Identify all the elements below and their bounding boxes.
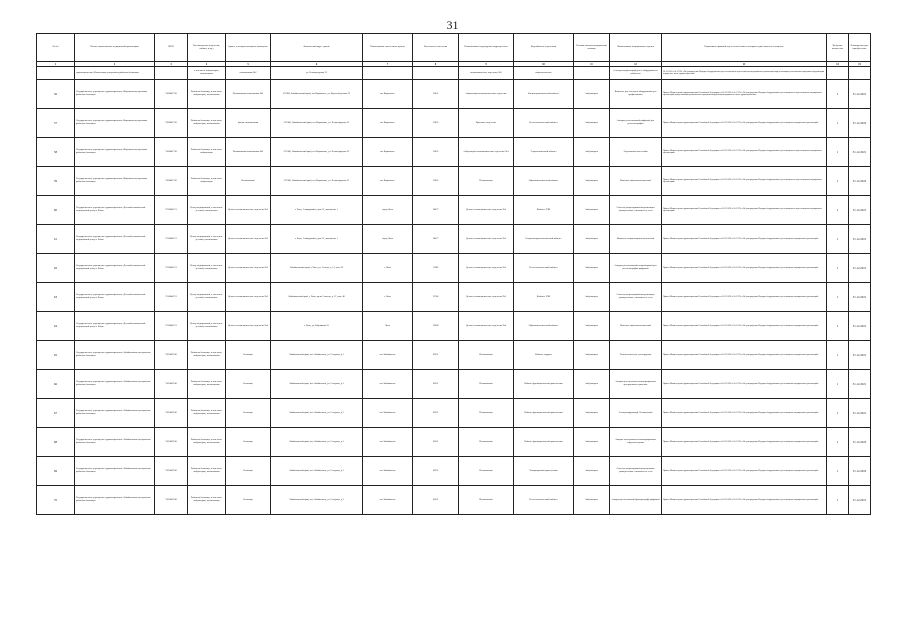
conditions-cell: Амбулаторно <box>574 109 610 138</box>
row-number: 69 <box>37 457 75 486</box>
row-number: 56 <box>37 80 75 109</box>
facility-type-cell: Районная больница, в том числе амбулатория, поликлиника <box>188 370 226 399</box>
table-body <box>37 67 871 515</box>
date-cell <box>849 67 871 80</box>
settlement-cell: пгт Карымское <box>363 138 413 167</box>
quantity-cell: 1 <box>827 196 849 225</box>
legal-act-cell: Приказ Министерства здравоохранения Российской Федерации от 28.12.2020 г. № 1379н «Об утверждении Порядка оборудованием для оснащения медицинских организаций» <box>662 486 827 515</box>
organization-name-cell: Государственное учреждение здравоохранения «Карымская центральная районная больница» <box>75 167 155 196</box>
address-cell: ул. Ленинградская 22 <box>271 67 363 80</box>
quantity-cell: 1 <box>827 167 849 196</box>
date-cell: 31.12.2021 <box>849 399 871 428</box>
inn-cell: 7505003910 <box>155 399 188 428</box>
column-number: 14 <box>827 62 849 67</box>
address-cell: Забайкальский край, г. Чита, пр-кт Советов, д. 17, пом. 48 <box>271 283 363 312</box>
legal-act-cell: Приказ Министерства здравоохранения Российской Федерации от 28.12.2020 г. № 1379н «Об утверждении Порядка оборудованием для оснащения медицинских организаций» <box>662 370 827 399</box>
settlement-cell: пгт Карымское <box>363 80 413 109</box>
organization-name-cell: Государственное учреждение здравоохранения «Забайкальская центральная районная больница» <box>75 399 155 428</box>
organization-name-cell: Государственное учреждение здравоохранения «Детский клинический медицинский центр г. Читы» <box>75 283 155 312</box>
organization-name-cell: Государственное учреждение здравоохранения «Детский клинический медицинский центр г. Читы» <box>75 254 155 283</box>
organization-name-cell: Государственное учреждение здравоохранения «Карымская центральная районная больница» <box>75 138 155 167</box>
organization-name-cell: Государственное учреждение здравоохранения «Детский клинический медицинский центр г. Читы» <box>75 225 155 254</box>
column-header: Тип помещения (отделение, кабинет и пр.) <box>188 34 226 62</box>
address-cell: Забайкальский край, пгт. Забайкальск, ул. Северная, д.1 <box>271 399 363 428</box>
facility-type-cell: Центр медицинский, в том числе детский, поликлиника <box>188 312 226 341</box>
table-row <box>37 283 871 312</box>
facility-type-cell: Районная больница, в том числе амбулатория <box>188 167 226 196</box>
date-cell: 31.12.2022 <box>849 457 871 486</box>
inn-cell: 7505003910 <box>155 370 188 399</box>
conditions-cell: Амбулаторно <box>574 341 610 370</box>
row-number: 64 <box>37 312 75 341</box>
population-cell: 12835 <box>413 109 459 138</box>
quantity-cell: 1 <box>827 283 849 312</box>
facility-type-cell: в том числе амбулатория, поликлиника <box>188 67 226 80</box>
table-row <box>37 80 871 109</box>
legal-act-cell: Приказ Министерства здравоохранения Российской Федерации от 28.12.2020 г. № 1379н «Об утверждении Порядка оборудованием для оснащения и переоснащения медицинских организаций» <box>662 138 827 167</box>
legal-act-cell: Приказ Министерства здравоохранения Российской Федерации от 28.12.2020 г. № 1379н «Об утверждении Порядка оборудованием для оснащения медицинских организаций» <box>662 457 827 486</box>
table-row <box>37 109 871 138</box>
population-cell: 10231 <box>413 399 459 428</box>
date-cell: 31.12.2021 <box>849 341 871 370</box>
inn-cell: 7536040751 <box>155 196 188 225</box>
unit-cell: Детское поликлиническое отделение №3 <box>459 196 514 225</box>
settlement-cell: Чита <box>363 312 413 341</box>
settlement-cell: пгт Забайкальск <box>363 399 413 428</box>
table-row <box>37 196 871 225</box>
device-cell: Комплекс оториноларингологический <box>610 225 662 254</box>
population-cell: 12835 <box>413 138 459 167</box>
address-cell: г. Чита, 1 микрорайон, дом 22, помещение 1 <box>271 225 363 254</box>
table-row <box>37 428 871 457</box>
table-row <box>37 370 871 399</box>
row-number: 62 <box>37 254 75 283</box>
organization-name-cell: здравоохранения «Ключевская центральная районная больница» <box>75 67 155 80</box>
inn-cell: 7508001750 <box>155 109 188 138</box>
row-number: 59 <box>37 167 75 196</box>
conditions-cell: Амбулаторно <box>574 486 610 515</box>
settlement-cell: г. Чита <box>363 254 413 283</box>
conditions-cell: Амбулаторно <box>574 370 610 399</box>
organization-name-cell: Государственное учреждение здравоохранения «Карымская центральная районная больница» <box>75 109 155 138</box>
facility-type-cell: Центр медицинский, в том числе детский, поликлиника <box>188 225 226 254</box>
row-number: 68 <box>37 428 75 457</box>
building-cell: Больница <box>226 341 271 370</box>
equipment-table <box>36 33 871 515</box>
inn-cell: 7536040751 <box>155 254 188 283</box>
unit-cell: Приемное отделение <box>459 109 514 138</box>
column-number: 15 <box>849 62 871 67</box>
cabinet-cell: Рентгенологический кабинет <box>514 109 574 138</box>
column-header: Наименование структурного подразделения <box>459 34 514 62</box>
unit-cell: Амбулаторно-поликлиническое отделение <box>459 80 514 109</box>
date-cell: 31.12.2022 <box>849 167 871 196</box>
cabinet-cell: Кабинет УЗИ <box>514 283 574 312</box>
date-cell: 31.12.2021 <box>849 312 871 341</box>
cabinet-cell: Оториноларингологический кабинет <box>514 225 574 254</box>
population-cell: 10231 <box>413 486 459 515</box>
organization-name-cell: Государственное учреждение здравоохранения «Забайкальская центральная районная больница» <box>75 486 155 515</box>
conditions-cell: Амбулаторно <box>574 457 610 486</box>
cabinet-cell: Эндоскопический кабинет <box>514 138 574 167</box>
inn-cell: 7508001750 <box>155 167 188 196</box>
legal-act-cell: Приказ Министерства здравоохранения Российской Федерации от 28.12.2020 г. № 1379н «Об утверждении Порядка оборудованием для оснащения медицинских организаций» <box>662 254 827 283</box>
organization-name-cell: Государственное учреждение здравоохранения «Забайкальская центральная районная больница» <box>75 341 155 370</box>
quantity-cell: 1 <box>827 138 849 167</box>
building-cell: Здание поликлиники <box>226 109 271 138</box>
row-number: 67 <box>37 399 75 428</box>
building-cell: Детское поликлиническое отделение №2 <box>226 254 271 283</box>
population-cell: 11289 <box>413 254 459 283</box>
column-header: Условия оказания медицинской помощи <box>574 34 610 62</box>
column-number: 1 <box>37 62 75 67</box>
table-row <box>37 399 871 428</box>
legal-act-cell: Приказ Министерства здравоохранения Российской Федерации от 28.12.2020 г. № 1379н «Об утверждении Порядка оборудованием для оснащения и переоснащения медицинских организаций при реализации региональных программ модернизации первичного звена здравоохранения» <box>662 80 827 109</box>
column-header: Наименование населенного пункта <box>363 34 413 62</box>
column-number: 8 <box>413 62 459 67</box>
address-cell: Забайкальский край, пгт. Забайкальск, ул. Северная, д.1 <box>271 486 363 515</box>
cabinet-cell: Кабинет УЗИ <box>514 196 574 225</box>
address-cell: Забайкальский край, пгт. Забайкальск, ул. Северная, д.1 <box>271 341 363 370</box>
facility-type-cell: Районная больница, в том числе амбулатория <box>188 138 226 167</box>
inn-cell: 7536040751 <box>155 225 188 254</box>
population-cell: 12740 <box>413 283 459 312</box>
organization-name-cell: Государственное учреждение здравоохранения «Забайкальская центральная районная больница» <box>75 370 155 399</box>
date-cell: 31.12.2022 <box>849 109 871 138</box>
legal-act-cell: Приказ Министерства здравоохранения Российской Федерации от 28.12.2020 г. № 1379н «Об утверждении Порядка оборудованием для оснащения медицинских организаций» <box>662 312 827 341</box>
address-cell: 673300, Забайкальский край, пгт Карымское, ул. Ленинградская 22 <box>271 109 363 138</box>
quantity-cell <box>827 67 849 80</box>
column-number: 9 <box>459 62 514 67</box>
facility-type-cell: Районная больница, в том числе амбулатория, поликлиника <box>188 428 226 457</box>
table-header-row <box>37 34 871 62</box>
legal-act-cell: Приказ Министерства здравоохранения Российской Федерации от 28.12.2020 г. № 1379н «Об утверждении Порядка оборудованием для оснащения медицинских организаций» <box>662 225 827 254</box>
unit-cell: Поликлиника <box>459 370 514 399</box>
row-number: 63 <box>37 283 75 312</box>
unit-cell: Поликлиника <box>459 399 514 428</box>
facility-type-cell: Районная больница, в том числе амбулатория, поликлиника <box>188 399 226 428</box>
address-cell: г. Чита, 1 микрорайон, дом 22, помещение 1 <box>271 196 363 225</box>
conditions-cell: Амбулаторно <box>574 312 610 341</box>
cabinet-cell: Физиотерапевтический кабинет <box>514 80 574 109</box>
building-cell: Больница <box>226 399 271 428</box>
page-number: 31 <box>446 18 459 32</box>
settlement-cell: г. Чита <box>363 283 413 312</box>
table-row <box>37 457 871 486</box>
settlement-cell: пгт Карымское <box>363 167 413 196</box>
quantity-cell: 1 <box>827 341 849 370</box>
conditions-cell: Амбулаторно <box>574 138 610 167</box>
row-number <box>37 67 75 80</box>
inn-cell: 7505003910 <box>155 457 188 486</box>
organization-name-cell: Государственное учреждение здравоохранения «Карымская центральная районная больница» <box>75 80 155 109</box>
conditions-cell: Амбулаторно <box>574 428 610 457</box>
column-header: Требуемое количество <box>827 34 849 62</box>
settlement-cell: пгт Забайкальск <box>363 370 413 399</box>
column-number: 2 <box>75 62 155 67</box>
table-row <box>37 138 871 167</box>
quantity-cell: 1 <box>827 80 849 109</box>
table-row <box>37 167 871 196</box>
building-cell: Больница <box>226 428 271 457</box>
quantity-cell: 1 <box>827 225 849 254</box>
column-header: № п/п <box>37 34 75 62</box>
date-cell: 31.12.2021 <box>849 486 871 515</box>
population-cell: 18477 <box>413 196 459 225</box>
legal-act-cell: Приказ Министерства здравоохранения Российской Федерации от 28.12.2020 г. № 1379н «Об утверждении Порядка оборудованием для оснащения медицинских организаций» <box>662 283 827 312</box>
column-header: Вид кабинета (отделения) <box>514 34 574 62</box>
building-cell: Поликлиника поликлиника №2 <box>226 138 271 167</box>
row-number: 66 <box>37 370 75 399</box>
unit-cell: Детское поликлиническое отделение №2 <box>459 254 514 283</box>
table-row <box>37 254 871 283</box>
device-cell: (электроэнцефалограф) для с оборудованием кабинетов <box>610 67 662 80</box>
column-header: Наименование медицинского изделия <box>610 34 662 62</box>
table-row <box>37 67 871 80</box>
device-cell: Комплекс офтальмологический <box>610 167 662 196</box>
column-number: 5 <box>226 62 271 67</box>
column-number: 3 <box>155 62 188 67</box>
unit-cell: Детское поликлиническое отделение №4 <box>459 312 514 341</box>
device-cell: Система ультразвуковой визуализации универсальная с питанием от сети <box>610 196 662 225</box>
cabinet-cell: Ультразвуковой диагностики <box>514 457 574 486</box>
quantity-cell: 1 <box>827 399 849 428</box>
facility-type-cell: Центр медицинский, в том числе детский, поликлиника <box>188 196 226 225</box>
quantity-cell: 1 <box>827 457 849 486</box>
address-cell: 673300, Забайкальский край, пгт Карымское, ул. Верхнебережная 22 <box>271 80 363 109</box>
inn-cell: 7536040751 <box>155 283 188 312</box>
address-cell: 673300, Забайкальский край, пгт Карымское, ул. Ленинградская 22 <box>271 138 363 167</box>
quantity-cell: 1 <box>827 109 849 138</box>
date-cell: 31.12.2021 <box>849 283 871 312</box>
column-number: 12 <box>610 62 662 67</box>
inn-cell: 7536040751 <box>155 312 188 341</box>
cabinet-cell: Кабинет функциональной диагностики <box>514 370 574 399</box>
building-cell: Поликлиника поликлиника №2 <box>226 80 271 109</box>
date-cell: 31.12.2021 <box>849 196 871 225</box>
row-number: 58 <box>37 138 75 167</box>
column-header: ИНН <box>155 34 188 62</box>
device-cell: Аппарат рентгеновский стационарный для рентгенографии цифровой <box>610 254 662 283</box>
unit-cell: поликлиническое отделение №2 <box>459 67 514 80</box>
column-number: 11 <box>574 62 610 67</box>
device-cell: Аппарат рентгеновский (флюорограф) цифровой <box>610 486 662 515</box>
address-cell: г. Чита, ул. Бабушкина 25 <box>271 312 363 341</box>
facility-type-cell: Районная больница, в том числе амбулатория, поликлиника <box>188 457 226 486</box>
table-row <box>37 341 871 370</box>
unit-cell: Детское поликлиническое отделение №2 <box>459 283 514 312</box>
date-cell: 31.12.2022 <box>849 428 871 457</box>
organization-name-cell: Государственное учреждение здравоохранения «Забайкальская центральная районная больница» <box>75 428 155 457</box>
device-cell: Комплекс для лечения и оборудования для профилактики <box>610 80 662 109</box>
settlement-cell: пгт Забайкальск <box>363 428 413 457</box>
device-cell: Электрокардиограф 12-канальный <box>610 399 662 428</box>
column-number: 10 <box>514 62 574 67</box>
facility-type-cell: Районная больница, в том числе амбулатория, поликлиника <box>188 341 226 370</box>
row-number: 57 <box>37 109 75 138</box>
cabinet-cell: Офтальмологический кабинет <box>514 312 574 341</box>
unit-cell: Амбулаторно-поликлиническое отделение №1 <box>459 138 514 167</box>
building-cell: Больница <box>226 457 271 486</box>
address-cell: Забайкальский край, пгт. Забайкальск, ул. Северная, д.1 <box>271 428 363 457</box>
inn-cell: 7505003910 <box>155 428 188 457</box>
settlement-cell: пгт Забайкальск <box>363 457 413 486</box>
quantity-cell: 1 <box>827 428 849 457</box>
facility-type-cell: Районная больница, в том числе амбулатория, поликлиника <box>188 80 226 109</box>
date-cell: 31.12.2021 <box>849 225 871 254</box>
device-cell: Комплекс офтальмологический <box>610 312 662 341</box>
date-cell: 31.12.2021 <box>849 254 871 283</box>
conditions-cell <box>574 67 610 80</box>
device-cell: Система ультразвуковой визуализации универсальная с питанием от сети <box>610 457 662 486</box>
conditions-cell: Амбулаторно <box>574 254 610 283</box>
unit-cell: Поликлиника <box>459 167 514 196</box>
conditions-cell: Амбулаторно <box>574 167 610 196</box>
settlement-cell: город Чита <box>363 196 413 225</box>
inn-cell: 7508001750 <box>155 80 188 109</box>
facility-type-cell: Районная больница, в том числе амбулатория, поликлиника <box>188 486 226 515</box>
inn-cell: 7505003910 <box>155 341 188 370</box>
inn-cell: 7508001750 <box>155 138 188 167</box>
legal-act-cell: Приказ Министерства здравоохранения Российской Федерации от 28.12.2020 г. № 1379н «Об утверждении Порядка оборудованием для оснащения медицинских организаций» <box>662 428 827 457</box>
device-cell: Аппарат для суточного мониторирования артериального давления <box>610 370 662 399</box>
cabinet-cell: Рентгенологический кабинет <box>514 486 574 515</box>
column-header: Фактический адрес здания <box>271 34 363 62</box>
building-cell: Больница <box>226 486 271 515</box>
device-cell: Система ультразвуковой визуализации универсальная с питанием от сети <box>610 283 662 312</box>
column-header: Здание, в котором находится помещение <box>226 34 271 62</box>
row-number: 70 <box>37 486 75 515</box>
settlement-cell: пгт Забайкальск <box>363 341 413 370</box>
settlement-cell: пгт Забайкальск <box>363 486 413 515</box>
cabinet-cell: неврологическое <box>514 67 574 80</box>
address-cell: Забайкальский край, г. Чита, ул. Сенная, д. 11, пом. 96 <box>271 254 363 283</box>
column-number: 6 <box>271 62 363 67</box>
row-number: 65 <box>37 341 75 370</box>
unit-cell: Поликлиника <box>459 486 514 515</box>
column-number: 13 <box>662 62 827 67</box>
conditions-cell: Амбулаторно <box>574 399 610 428</box>
inn-cell: 7505003910 <box>155 486 188 515</box>
legal-act-cell: Приказ Министерства здравоохранения Российской Федерации от 28.12.2020 г. № 1379н «Об утверждении Порядка оборудованием для оснащения и переоснащения медицинских организаций» <box>662 167 827 196</box>
device-cell: Гинекологическое для хирургии <box>610 341 662 370</box>
table-row <box>37 225 871 254</box>
date-cell: 31.12.2021 <box>849 138 871 167</box>
organization-name-cell: Государственное учреждение здравоохранения «Забайкальская центральная районная больница» <box>75 457 155 486</box>
inn-cell <box>155 67 188 80</box>
table-row <box>37 486 871 515</box>
table-row <box>37 312 871 341</box>
column-number: 7 <box>363 62 413 67</box>
facility-type-cell: Районная больница, в том числе амбулатория, поликлиника <box>188 109 226 138</box>
conditions-cell: Амбулаторно <box>574 283 610 312</box>
column-header: Полное наименование медицинской организации <box>75 34 155 62</box>
population-cell: 10231 <box>413 370 459 399</box>
legal-act-cell: Приказ Министерства здравоохранения Российской Федерации от 28.12.2020 г. № 1379н «Об утверждении Порядка оборудованием для оснащения медицинских организаций» <box>662 341 827 370</box>
quantity-cell: 1 <box>827 370 849 399</box>
settlement-cell: пгт Карымское <box>363 109 413 138</box>
population-cell <box>413 67 459 80</box>
date-cell: 31.12.2021 <box>849 370 871 399</box>
legal-act-cell: Приказ Министерства здравоохранения Российской Федерации от 28.12.2020 г. № 1379н «Об утверждении Порядка оборудованием для оснащения и переоснащения медицинских организаций» <box>662 196 827 225</box>
building-cell: Детское поликлиническое отделение №3 <box>226 196 271 225</box>
cabinet-cell: Кабинет хирурга <box>514 341 574 370</box>
quantity-cell: 1 <box>827 312 849 341</box>
unit-cell: Поликлиника <box>459 428 514 457</box>
column-number: 4 <box>188 62 226 67</box>
settlement-cell <box>363 67 413 80</box>
population-cell: 10231 <box>413 341 459 370</box>
organization-name-cell: Государственное учреждение здравоохранения «Детский клинический медицинский центр г. Читы» <box>75 196 155 225</box>
cabinet-cell: Кабинет функциональной диагностики <box>514 428 574 457</box>
conditions-cell: Амбулаторно <box>574 196 610 225</box>
cabinet-cell: Офтальмологический кабинет <box>514 167 574 196</box>
conditions-cell: Амбулаторно <box>574 225 610 254</box>
device-cell: Эндоскопическая стойка <box>610 138 662 167</box>
row-number: 61 <box>37 225 75 254</box>
cabinet-cell: Рентгенологический кабинет <box>514 254 574 283</box>
population-cell: 10231 <box>413 428 459 457</box>
population-cell: 12451 <box>413 80 459 109</box>
quantity-cell: 1 <box>827 486 849 515</box>
conditions-cell: Амбулаторно <box>574 80 610 109</box>
building-cell: Детское поликлиническое отделение №3 <box>226 225 271 254</box>
facility-type-cell: Центр медицинский, в том числе детский, поликлиника <box>188 283 226 312</box>
device-cell: Аппарат рентгеновский цифровой для рентгенографии <box>610 109 662 138</box>
building-cell: Поликлиника <box>226 167 271 196</box>
unit-cell: Поликлиника <box>459 341 514 370</box>
building-cell: поликлиника №2 <box>226 67 271 80</box>
settlement-cell: город Чита <box>363 225 413 254</box>
quantity-cell: 1 <box>827 254 849 283</box>
population-cell: 10231 <box>413 457 459 486</box>
date-cell: 31.12.2021 <box>849 80 871 109</box>
population-cell: 18477 <box>413 225 459 254</box>
address-cell: 673300, Забайкальский край, пгт Карымское, ул. Ленинградская 22 <box>271 167 363 196</box>
building-cell: Детское поликлиническое отделение №4 <box>226 312 271 341</box>
column-header: Планируемая дата приобретения <box>849 34 871 62</box>
column-header: Численность населения <box>413 34 459 62</box>
population-cell: 12835 <box>413 167 459 196</box>
building-cell: Больница <box>226 370 271 399</box>
cabinet-cell: Кабинет функциональной диагностики <box>514 399 574 428</box>
address-cell: Забайкальский край, пгт. Забайкальск, ул. Северная, д.1 <box>271 370 363 399</box>
facility-type-cell: Центр медицинский, в том числе детский, поликлиника <box>188 254 226 283</box>
building-cell: Детское поликлиническое отделение №2 <box>226 283 271 312</box>
unit-cell: Детское поликлиническое отделение №3 <box>459 225 514 254</box>
population-cell: 19698 <box>413 312 459 341</box>
organization-name-cell: Государственное учреждение здравоохранения «Детский клинический медицинский центр г. Читы» <box>75 312 155 341</box>
column-header: Нормативно правовой акт, в соответствии с которым осуществляется оснащение <box>662 34 827 62</box>
legal-act-cell: Приказ Министерства здравоохранения Российской Федерации от 28.12.2020 г. № 1379н «Об утверждении Порядка оборудованием для оснащения медицинских организаций» <box>662 109 827 138</box>
legal-act-cell: Приказ Министерства здравоохранения Российской Федерации от 28.12.2020 г. № 1379н «Об утверждении Порядка оборудованием для оснащения медицинских организаций» <box>662 399 827 428</box>
unit-cell: Поликлиника <box>459 457 514 486</box>
device-cell: Аппарат холтеровского мониторирования сердечного ритма <box>610 428 662 457</box>
address-cell: Забайкальский край, пгт. Забайкальск, ул. Северная, д.1 <box>271 457 363 486</box>
row-number: 60 <box>37 196 75 225</box>
legal-act-cell: 28.12.2020 г. № 1379н «Об утверждении Порядка оборудованием для оснащения и переоснащения медицинских организаций при реализации региональных программ модернизации первичного звена здравоохранения» <box>662 67 827 80</box>
